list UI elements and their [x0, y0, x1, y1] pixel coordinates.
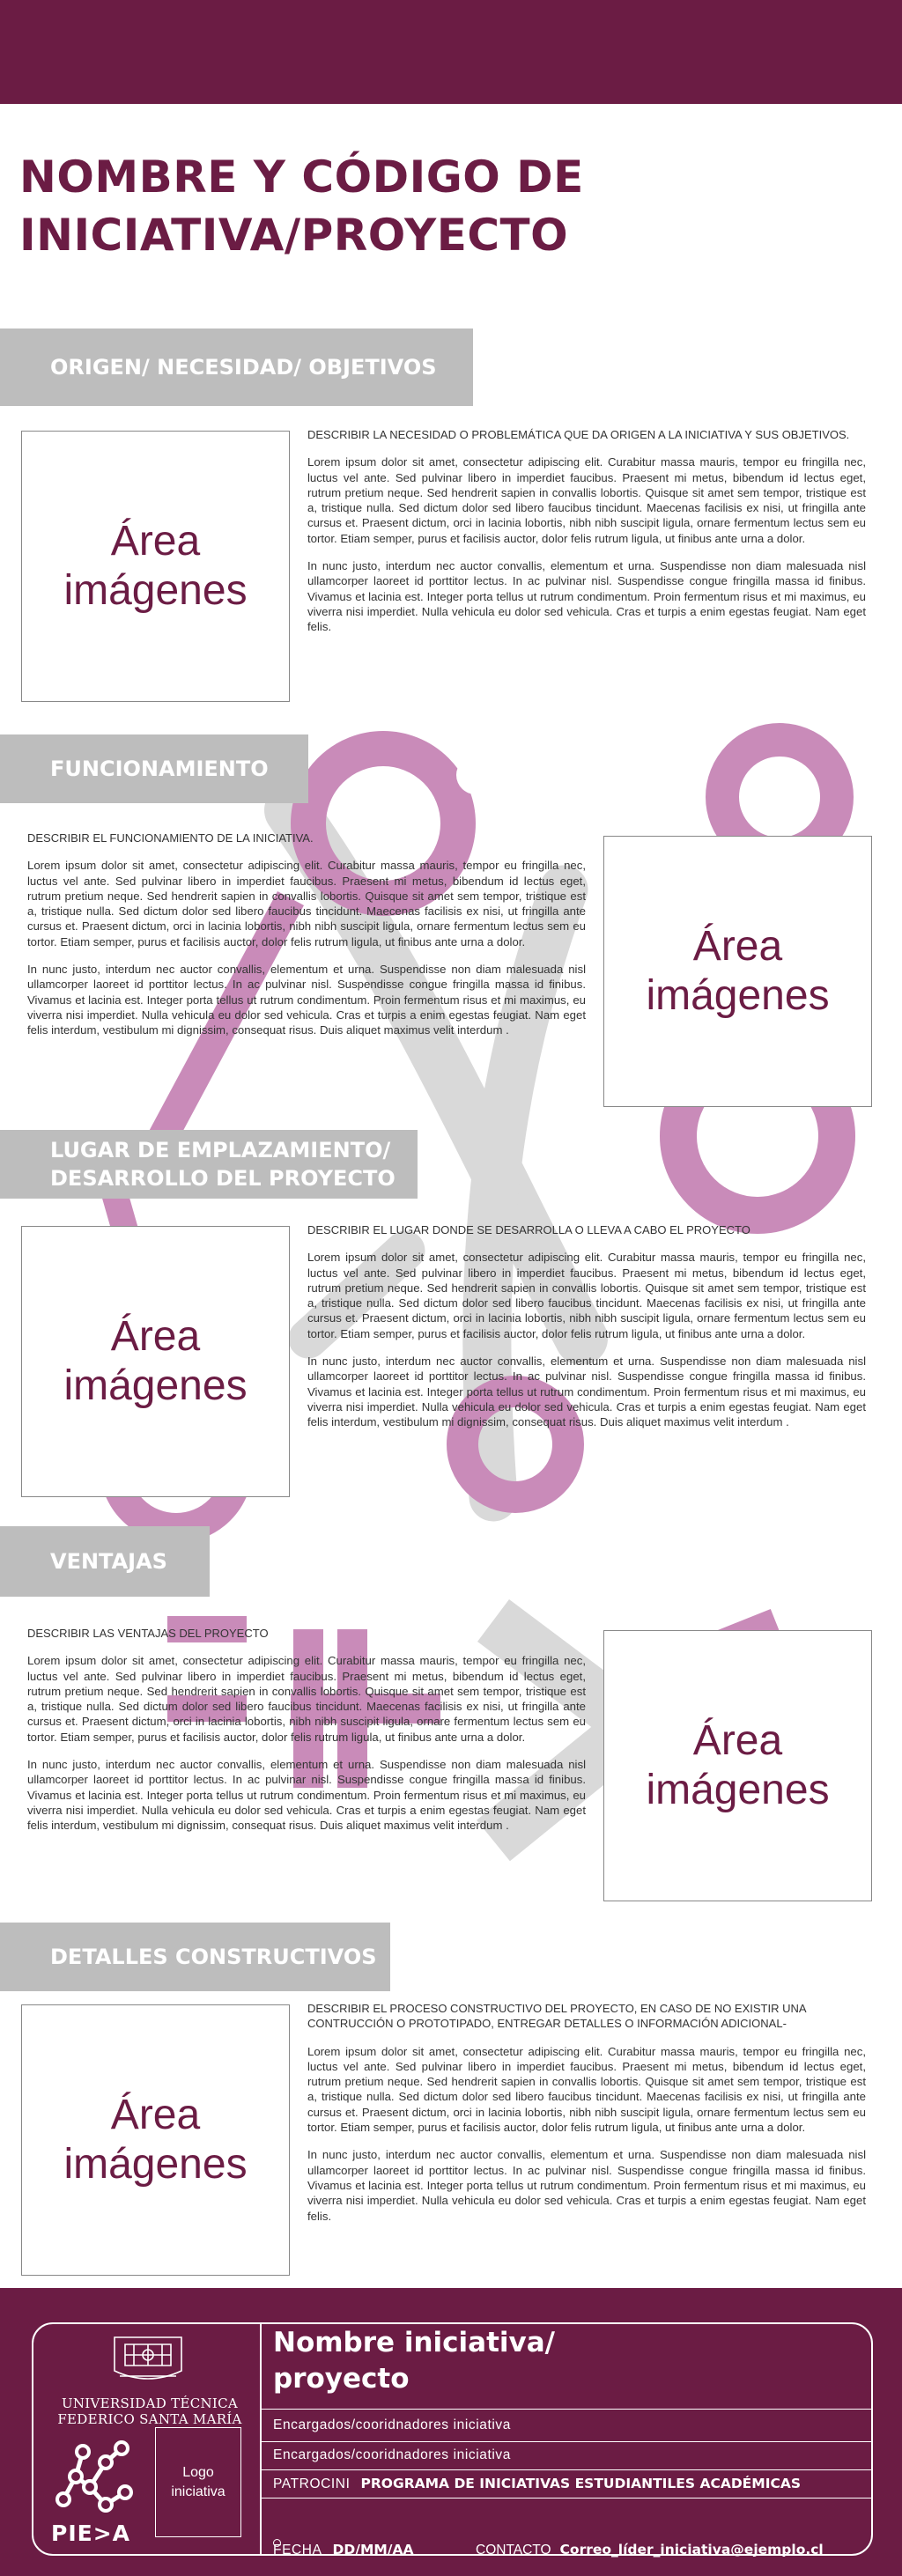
image-placeholder-ventajas: [603, 1630, 872, 1901]
university-crest-icon: [107, 2332, 189, 2387]
paragraph-funcionamiento-2: In nunc justo, interdum nec auctor convallis, elementum et urna. Suspendisse non diam malesuada nisl ullamcorper laoreet id porttitor lectus. In ac pulvinar nisl. Suspendisse congue fringilla massa id finibus. Vivamus et lacinia est. Integer porta tellus ut rutrum condimentum. Proin fermentum risus et mi maximus, eu viverra nisi imperdiet. Nulla vehicula eu dolor sed vehicula. Cras et turpis a enim egestas feugiat. Nam eget felis interdum, vestibulum mi dignissim, consequat risus. Duis aliquet maximus velit interdum .: [27, 963, 586, 1037]
section-title-lugar-line2: DESARROLLO DEL PROYECTO: [50, 1166, 396, 1191]
paragraph-ventajas-2: In nunc justo, interdum nec auctor convallis, elementum et urna. Suspendisse non diam malesuada nisl ullamcorper laoreet id porttitor lectus. In ac pulvinar nisl. Suspendisse congue fringilla massa id finibus. Vivamus et lacinia est. Integer porta tellus ut rutrum condimentum. Proin fermentum risus et mi maximus, eu viverra nisi imperdiet. Nulla vehicula eu dolor sed vehicula. Cras et turpis a enim egestas feugiat. Nam eget felis interdum, vestibulum mi dignissim, consequat risus. Duis aliquet maximus velit interdum .: [27, 1758, 586, 1833]
paragraph-lugar-2: In nunc justo, interdum nec auctor convallis, elementum et urna. Suspendisse non diam malesuada nisl ullamcorper laoreet id porttitor lectus. In ac pulvinar nisl. Suspendisse congue fringilla massa id finibus. Vivamus et lacinia est. Integer porta tellus ut rutrum condimentum. Proin fermentum risus et mi maximus, eu viverra nisi imperdiet. Nulla vehicula eu dolor sed vehicula. Cras et turpis a enim egestas feugiat. Nam eget felis interdum, vestibulum mi dignissim, consequat risus. Duis aliquet maximus velit interdum .: [307, 1354, 866, 1429]
patrocini-line: [273, 2475, 801, 2493]
contacto-value[interactable]: Correo_líder_iniciativa@ejemplo.cl: [559, 2542, 824, 2558]
image-placeholder-line1: Área: [110, 518, 201, 565]
section-title-ventajas: VENTAJAS: [50, 1549, 167, 1574]
section-header-origen: [0, 328, 473, 406]
image-placeholder-line2: imágenes: [646, 1767, 830, 1813]
lead-origen: DESCRIBIR LA NECESIDAD O PROBLEMÁTICA QUE DA ORIGEN A LA INICIATIVA Y SUS OBJETIVOS.: [307, 428, 850, 441]
lead-detalles: DESCRIBIR EL PROCESO CONSTRUCTIVO DEL PROYECTO, EN CASO DE NO EXISTIR UNA CONTRUCCIÓN O PROTOTIPADO, ENTREGAR DETALLES O INFORMACIÓN ADICIONAL-: [307, 2002, 806, 2031]
encargados-line-1: [273, 2417, 511, 2434]
image-placeholder-lugar: [21, 1226, 290, 1497]
fecha-value: DD/MM/AA: [332, 2542, 414, 2558]
text-block-lugar: [307, 1222, 866, 1430]
footer-row-divider: [262, 2441, 873, 2442]
university-name: [51, 2395, 248, 2427]
university-name-line1: UNIVERSIDAD TÉCNICA: [61, 2395, 239, 2411]
footer-row-divider: [262, 2409, 873, 2410]
lead-ventajas: DESCRIBIR LAS VENTAJAS DEL PROYECTO: [27, 1627, 269, 1640]
top-band: [0, 0, 902, 104]
university-name-line2: FEDERICO SANTA MARÍA: [57, 2411, 242, 2427]
piea-logo-icon: [51, 2424, 137, 2521]
image-placeholder-line1: Área: [110, 1313, 201, 1360]
section-title-funcionamiento: FUNCIONAMIENTO: [50, 757, 269, 781]
lead-funcionamiento: DESCRIBIR EL FUNCIONAMIENTO DE LA INICIATIVA.: [27, 831, 314, 845]
image-placeholder-line2: imágenes: [63, 2141, 248, 2188]
project-name: [273, 2325, 555, 2397]
image-placeholder-funcionamiento: [603, 836, 872, 1107]
section-header-ventajas: [0, 1526, 210, 1597]
footer-divider: [260, 2322, 262, 2556]
page-title: [19, 148, 584, 264]
image-placeholder-line2: imágenes: [63, 1362, 248, 1409]
lead-lugar: DESCRIBIR EL LUGAR DONDE SE DESARROLLA O LLEVA A CABO EL PROYECTO: [307, 1223, 750, 1236]
project-name-line2: proyecto: [273, 2363, 410, 2395]
text-block-origen: [307, 427, 866, 635]
text-block-funcionamiento: [27, 830, 586, 1038]
image-placeholder-line1: Área: [692, 923, 783, 970]
logo-placeholder: [155, 2427, 241, 2537]
section-header-detalles: [0, 1923, 390, 1991]
fecha-line: [273, 2541, 413, 2559]
logo-placeholder-line2: iniciativa: [171, 2484, 226, 2499]
image-placeholder-line1: Área: [110, 2092, 201, 2138]
logo-placeholder-line1: Logo: [182, 2464, 214, 2480]
section-header-lugar: [0, 1130, 418, 1199]
paragraph-ventajas-1: Lorem ipsum dolor sit amet, consectetur adipiscing elit. Curabitur massa mauris, tempor eu fringilla nec, luctus vel ante. Sed pulvinar libero in imperdiet faucibus. Praesent mi metus, bibendum id lectus eget, rutrum pretium neque. Sed hendrerit sapien in convallis lobortis. Quisque sit amet sem tempor, tristique est a, tristique nulla. Sed dictum dolor sed libero faucibus tincidunt. Maecenas facilisis ex nisi, ut fringilla ante cursus et. Praesent dictum, orci in lacinia lobortis, nibh nibh suscipit ligula, ornare fermentum lectus sem eu tortor. Etiam semper, purus et facilisis auctor, dolor felis rutrum ligula, ut finibus ante urna a dolor.: [27, 1654, 586, 1744]
contacto-label: CONTACTO: [476, 2543, 551, 2558]
contacto-line: [476, 2541, 824, 2559]
text-block-detalles: [307, 2001, 866, 2224]
page-title-line1: NOMBRE Y CÓDIGO DE: [19, 151, 584, 203]
piea-logo-text: PIE>A: [51, 2521, 130, 2546]
section-title-origen: ORIGEN/ NECESIDAD/ OBJETIVOS: [50, 355, 437, 380]
section-title-lugar-line1: LUGAR DE EMPLAZAMIENTO/: [50, 1138, 391, 1163]
footer-row-divider: [262, 2469, 873, 2470]
encargados-2: Encargados/cooridnadores iniciativa: [273, 2447, 512, 2462]
fecha-label: FECHA: [273, 2543, 322, 2558]
patrocini-value: PROGRAMA DE INICIATIVAS ESTUDIANTILES ACADÉMICAS: [360, 2476, 801, 2491]
section-title-detalles: DETALLES CONSTRUCTIVOS: [50, 1945, 377, 1969]
patrocini-label: PATROCINI: [273, 2476, 351, 2491]
text-block-ventajas: [27, 1626, 586, 1834]
project-name-line1: Nombre iniciativa/: [273, 2327, 555, 2358]
paragraph-detalles-1: Lorem ipsum dolor sit amet, consectetur adipiscing elit. Curabitur massa mauris, tempor eu fringilla nec, luctus vel ante. Sed pulvinar libero in imperdiet faucibus. Praesent mi metus, bibendum id lectus eget, rutrum pretium neque. Sed hendrerit sapien in convallis lobortis. Quisque sit amet sem tempor, tristique est a, tristique nulla. Sed dictum dolor sed libero faucibus tincidunt. Maecenas facilisis ex nisi, ut fringilla ante cursus et. Praesent dictum, orci in lacinia lobortis, nibh nibh suscipit ligula, ornare fermentum lectus sem eu tortor. Etiam semper, purus et facilisis auctor, dolor felis rutrum ligula, ut finibus ante urna a dolor.: [307, 2044, 866, 2135]
encargados-1: Encargados/cooridnadores iniciativa: [273, 2417, 512, 2432]
encargados-line-2: [273, 2447, 511, 2464]
image-placeholder-origen: [21, 431, 290, 702]
paragraph-lugar-1: Lorem ipsum dolor sit amet, consectetur adipiscing elit. Curabitur massa mauris, tempor eu fringilla nec, luctus vel ante. Sed pulvinar libero in imperdiet faucibus. Praesent mi metus, bibendum id lectus eget, rutrum pretium neque. Sed hendrerit sapien in convallis lobortis. Quisque sit amet sem tempor, tristique est a, tristique nulla. Sed dictum dolor sed libero faucibus tincidunt. Maecenas facilisis ex nisi, ut fringilla ante cursus et. Praesent dictum, orci in lacinia lobortis, nibh nibh suscipit ligula, ornare fermentum lectus sem eu tortor. Etiam semper, purus et facilisis auctor, dolor felis rutrum ligula, ut finibus ante urna a dolor.: [307, 1251, 866, 1340]
image-placeholder-detalles: [21, 2004, 290, 2276]
paragraph-origen-2: In nunc justo, interdum nec auctor convallis, elementum et urna. Suspendisse non diam malesuada nisl ullamcorper laoreet id porttitor lectus. In ac pulvinar nisl. Suspendisse congue fringilla massa id finibus. Vivamus et lacinia est. Integer porta tellus ut rutrum condimentum. Proin fermentum risus et mi maximus, eu viverra nisi imperdiet. Nulla vehicula eu dolor sed vehicula. Cras et turpis a enim egestas feugiat. Nam eget felis.: [307, 559, 866, 634]
image-placeholder-line2: imágenes: [646, 972, 830, 1019]
page-title-line2: INICIATIVA/PROYECTO: [19, 210, 569, 261]
paragraph-origen-1: Lorem ipsum dolor sit amet, consectetur adipiscing elit. Curabitur massa mauris, tempor eu fringilla nec, luctus vel ante. Sed pulvinar libero in imperdiet faucibus. Praesent mi metus, bibendum id lectus eget, rutrum pretium neque. Sed hendrerit sapien in convallis lobortis. Quisque sit amet sem tempor, tristique est a, tristique nulla. Sed dictum dolor sed libero faucibus tincidunt. Maecenas facilisis ex nisi, ut fringilla ante cursus et. Praesent dictum, orci in lacinia lobortis, nibh nibh suscipit ligula, ornare fermentum lectus sem eu tortor. Etiam semper, purus et facilisis auctor, dolor felis rutrum ligula, ut finibus ante urna a dolor.: [307, 455, 866, 545]
section-header-funcionamiento: [0, 734, 308, 803]
paragraph-detalles-2: In nunc justo, interdum nec auctor convallis, elementum et urna. Suspendisse non diam malesuada nisl ullamcorper laoreet id porttitor lectus. In ac pulvinar nisl. Suspendisse congue fringilla massa id finibus. Vivamus et lacinia est. Integer porta tellus ut rutrum condimentum. Proin fermentum risus et mi maximus, eu viverra nisi imperdiet. Nulla vehicula eu dolor sed vehicula. Cras et turpis a enim egestas feugiat. Nam eget felis.: [307, 2148, 866, 2223]
paragraph-funcionamiento-1: Lorem ipsum dolor sit amet, consectetur adipiscing elit. Curabitur massa mauris, tempor eu fringilla nec, luctus vel ante. Sed pulvinar libero in imperdiet faucibus. Praesent mi metus, bibendum id lectus eget, rutrum pretium neque. Sed hendrerit sapien in convallis lobortis. Quisque sit amet sem tempor, tristique est a, tristique nulla. Sed dictum dolor sed libero faucibus tincidunt. Maecenas facilisis ex nisi, ut fringilla ante cursus et. Praesent dictum, orci in lacinia lobortis, nibh nibh suscipit ligula, ornare fermentum lectus sem eu tortor. Etiam semper, purus et facilisis auctor, dolor felis rutrum ligula, ut finibus ante urna a dolor.: [27, 859, 586, 948]
image-placeholder-line1: Área: [692, 1717, 783, 1764]
image-placeholder-line2: imágenes: [63, 567, 248, 614]
